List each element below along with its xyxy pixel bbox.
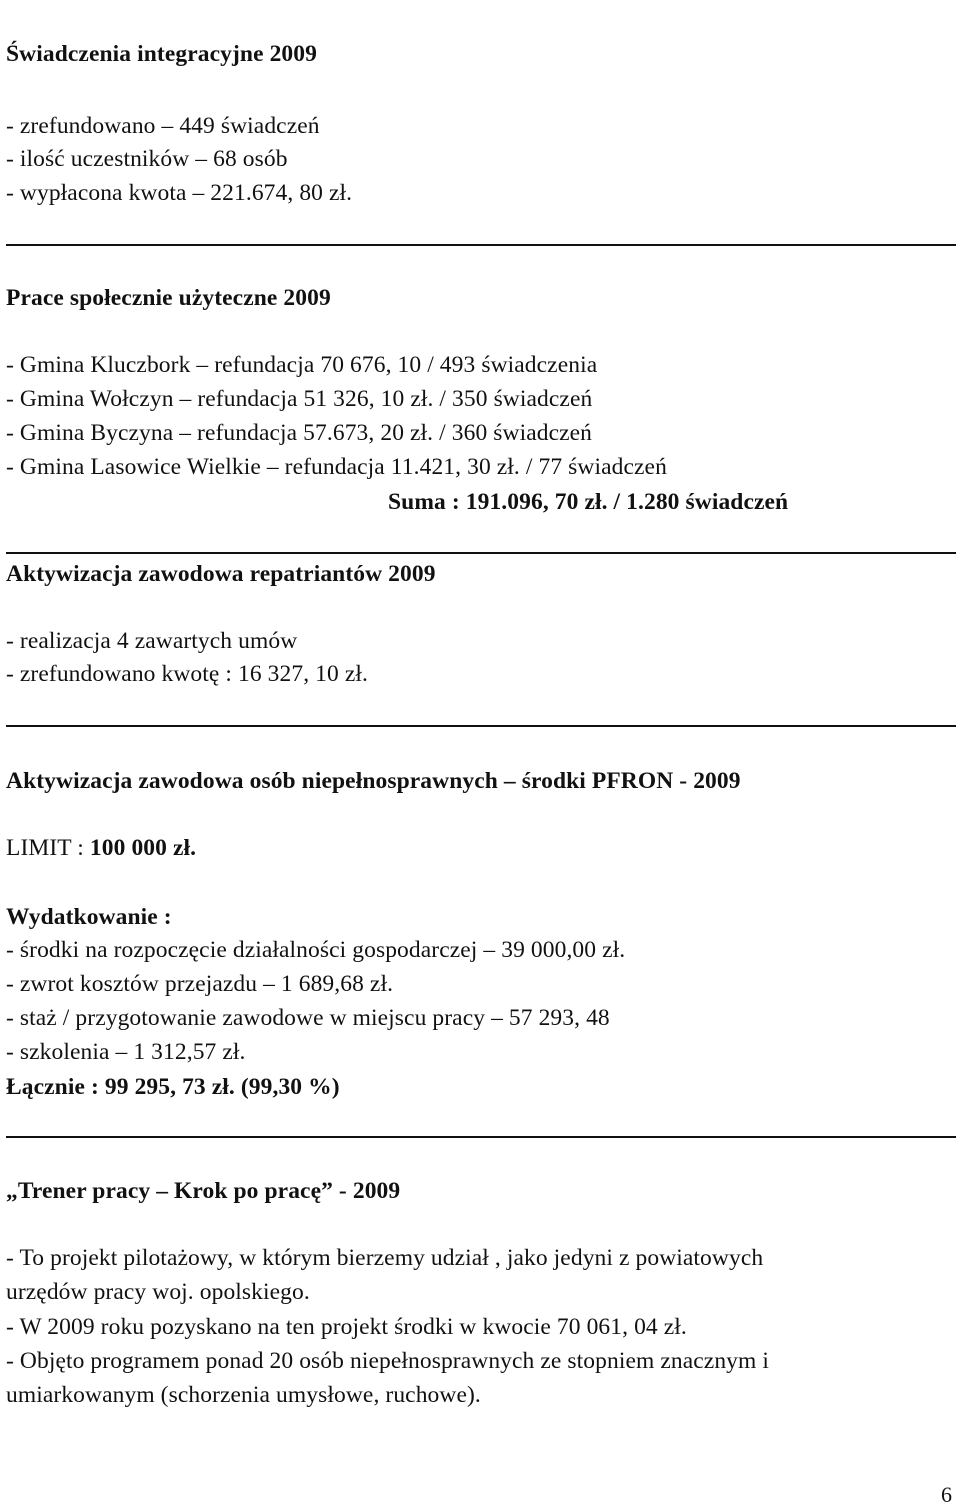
- list-item: - realizacja 4 zawartych umów: [6, 628, 298, 654]
- section-title-spoleczne: Prace społecznie użyteczne 2009: [6, 285, 331, 311]
- list-item: - zrefundowano – 449 świadczeń: [6, 113, 320, 139]
- list-item: - Gmina Kluczbork – refundacja 70 676, 10 / 493 świadczenia: [6, 352, 598, 378]
- pfron-total: Łącznie : 99 295, 73 zł. (99,30 %): [6, 1074, 340, 1100]
- list-item: - zwrot kosztów przejazdu – 1 689,68 zł.: [6, 971, 394, 997]
- sum-total: Suma : 191.096, 70 zł. / 1.280 świadczeń: [388, 489, 789, 515]
- list-item: - Gmina Wołczyn – refundacja 51 326, 10 zł. / 350 świadczeń: [6, 386, 593, 412]
- paragraph-line: - To projekt pilotażowy, w którym bierzemy udział , jako jedyni z powiatowych: [6, 1245, 764, 1271]
- paragraph-line: - W 2009 roku pozyskano na ten projekt środki w kwocie 70 061, 04 zł.: [6, 1314, 687, 1340]
- section-title-integracyjne: Świadczenia integracyjne 2009: [6, 41, 317, 67]
- section-divider: [6, 1136, 956, 1138]
- section-divider: [6, 725, 956, 727]
- section-title-pfron: Aktywizacja zawodowa osób niepełnosprawnych – środki PFRON - 2009: [6, 768, 741, 794]
- spending-title: Wydatkowanie :: [6, 904, 172, 930]
- section-divider: [6, 244, 956, 246]
- section-title-trener: „Trener pracy – Krok po pracę” - 2009: [6, 1178, 401, 1204]
- list-item: - Gmina Lasowice Wielkie – refundacja 11.421, 30 zł. / 77 świadczeń: [6, 454, 667, 480]
- limit-value: 100 000 zł.: [89, 835, 197, 861]
- paragraph-line: umiarkowanym (schorzenia umysłowe, ruchowe).: [6, 1382, 481, 1408]
- section-divider: [6, 552, 956, 554]
- list-item: - ilość uczestników – 68 osób: [6, 146, 288, 172]
- paragraph-line: urzędów pracy woj. opolskiego.: [6, 1279, 310, 1305]
- limit-line: [6, 833, 196, 863]
- page-number: 6: [941, 1482, 952, 1507]
- list-item: - zrefundowano kwotę : 16 327, 10 zł.: [6, 661, 368, 687]
- list-item: - wypłacona kwota – 221.674, 80 zł.: [6, 180, 353, 206]
- list-item: - szkolenia – 1 312,57 zł.: [6, 1039, 246, 1065]
- list-item: - staż / przygotowanie zawodowe w miejscu pracy – 57 293, 48: [6, 1005, 610, 1031]
- paragraph-line: - Objęto programem ponad 20 osób niepełnosprawnych ze stopniem znacznym i: [6, 1348, 770, 1374]
- list-item: - Gmina Byczyna – refundacja 57.673, 20 zł. / 360 świadczeń: [6, 420, 593, 446]
- list-item: - środki na rozpoczęcie działalności gospodarczej – 39 000,00 zł.: [6, 937, 626, 963]
- section-title-repatrianci: Aktywizacja zawodowa repatriantów 2009: [6, 561, 436, 587]
- limit-label: LIMIT :: [6, 835, 90, 861]
